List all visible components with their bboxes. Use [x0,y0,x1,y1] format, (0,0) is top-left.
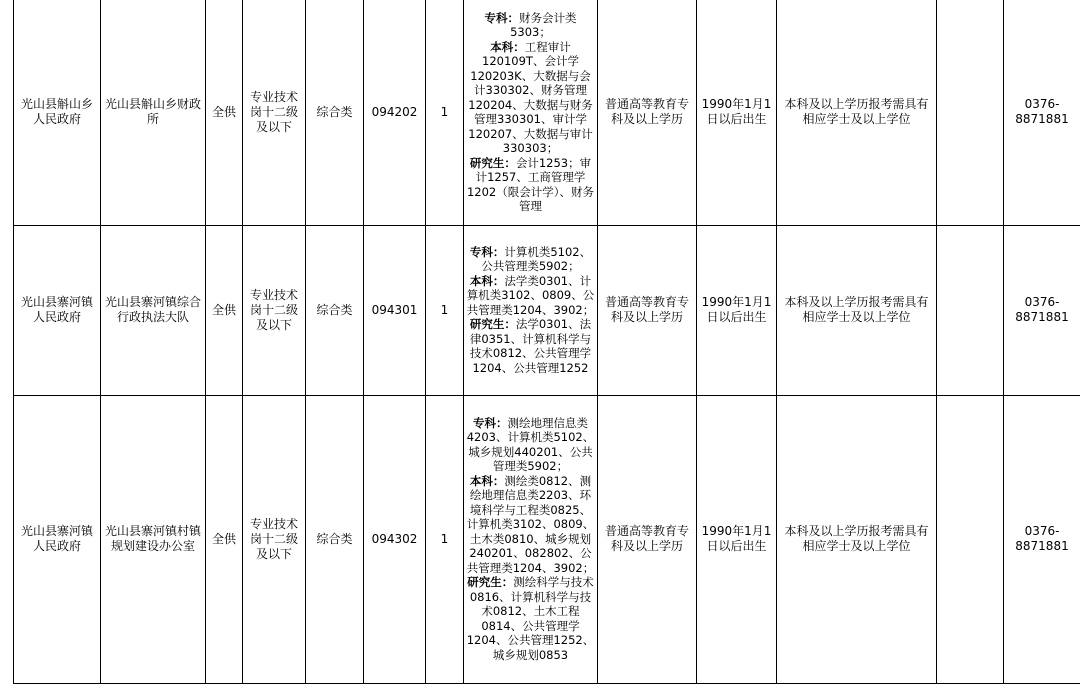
department-cell: 光山县寨河镇综合行政执法大队 [101,225,206,395]
major-segment [468,40,592,156]
major-text: 测绘类0812、测绘地理信息类2203、环境科学与工程类0825、计算机类3102、0809、土木类0810、城乡规划240201、082802、公共管理类1204、3902； [467,474,595,575]
age-cell: 1990年1月1日以后出生 [697,0,777,225]
major-text: 财务会计类5303； [510,11,576,40]
major-text: 法学类0301、计算机类3102、0809、公共管理类1204、3902； [467,274,595,317]
major-segment [470,317,591,375]
hire-count-cell: 1 [426,0,464,225]
major-text: 会计1253；审计1257、工商管理学1202（限会计学）、财务管理 [467,156,594,214]
major-segment [467,474,595,575]
major-segment [470,245,591,274]
major-level-label: 研究生： [470,317,516,331]
phone-cell: 0376-8871881 [1004,0,1080,225]
major-segment [467,575,595,662]
major-text: 测绘科学与技术0816、计算机科学与技术0812、土木工程0814、公共管理学1204、公共管理1252、城乡规划0853 [467,575,595,662]
post-level-cell: 专业技术岗十二级及以下 [243,0,306,225]
age-cell: 1990年1月1日以后出生 [697,225,777,395]
phone-cell: 0376-8871881 [1004,395,1080,683]
table-row [14,0,1080,225]
major-level-label: 本科： [470,274,505,288]
hire-count-cell: 1 [426,395,464,683]
unit-cell: 光山县斛山乡人民政府 [14,0,101,225]
major-cell [464,395,598,683]
major-level-label: 专科： [473,416,508,430]
funding-cell: 全供 [206,395,243,683]
major-text: 测绘地理信息类4203、计算机类5102、城乡规划440201、公共管理类5902； [467,416,595,474]
major-cell [464,0,598,225]
major-text: 法学0301、法律0351、计算机科学与技术0812、公共管理学1204、公共管理1252 [470,317,591,375]
major-text: 计算机类5102、公共管理类5902； [481,245,591,274]
major-text: 工程审计120109T、会计学120203K、大数据与会计330302、财务管理120204、大数据与财务管理330301、审计学120207、大数据与审计330303； [468,40,592,156]
major-level-label: 本科： [490,40,525,54]
other-requirements-cell: 本科及以上学历报考需具有相应学士及以上学位 [777,0,937,225]
post-code-cell: 094302 [364,395,426,683]
positions-table [13,0,1080,684]
unit-cell: 光山县寨河镇人民政府 [14,225,101,395]
phone-cell: 0376-8871881 [1004,225,1080,395]
education-cell: 普通高等教育专科及以上学历 [598,395,697,683]
category-cell: 综合类 [306,395,364,683]
education-cell: 普通高等教育专科及以上学历 [598,0,697,225]
table-row [14,225,1080,395]
other-requirements-cell: 本科及以上学历报考需具有相应学士及以上学位 [777,395,937,683]
hire-count-cell: 1 [426,225,464,395]
post-code-cell: 094301 [364,225,426,395]
other-requirements-cell: 本科及以上学历报考需具有相应学士及以上学位 [777,225,937,395]
funding-cell: 全供 [206,0,243,225]
post-code-cell: 094202 [364,0,426,225]
major-level-label: 专科： [485,11,520,25]
note-cell [937,0,1004,225]
department-cell: 光山县斛山乡财政所 [101,0,206,225]
major-cell [464,225,598,395]
post-level-cell: 专业技术岗十二级及以下 [243,225,306,395]
major-segment [467,416,595,474]
post-level-cell: 专业技术岗十二级及以下 [243,395,306,683]
education-cell: 普通高等教育专科及以上学历 [598,225,697,395]
major-segment [485,11,577,40]
major-level-label: 研究生： [470,156,516,170]
major-level-label: 专科： [470,245,505,259]
note-cell [937,395,1004,683]
major-segment [467,156,594,214]
category-cell: 综合类 [306,0,364,225]
age-cell: 1990年1月1日以后出生 [697,395,777,683]
major-segment [467,274,595,317]
table-row [14,395,1080,683]
unit-cell: 光山县寨河镇人民政府 [14,395,101,683]
note-cell [937,225,1004,395]
major-level-label: 本科： [470,474,505,488]
major-level-label: 研究生： [467,575,513,589]
category-cell: 综合类 [306,225,364,395]
funding-cell: 全供 [206,225,243,395]
department-cell: 光山县寨河镇村镇规划建设办公室 [101,395,206,683]
